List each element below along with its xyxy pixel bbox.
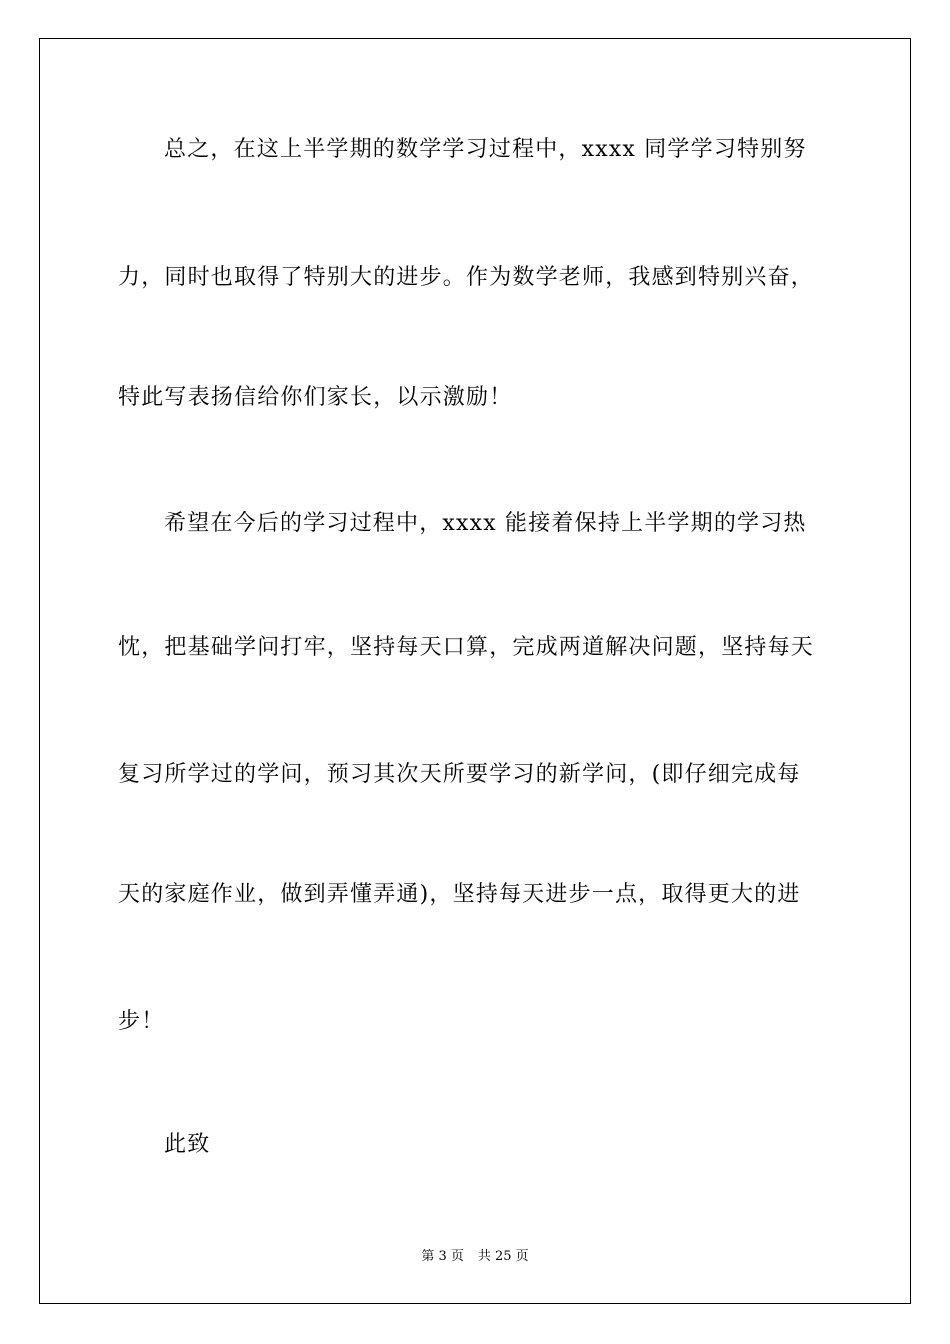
closing-salutation: 此致 xyxy=(164,1132,211,1157)
page-border xyxy=(39,38,911,1304)
paragraph-1-line-3: 特此写表扬信给你们家长，以示激励！ xyxy=(118,385,513,410)
paragraph-2-line-5: 步！ xyxy=(118,1009,165,1034)
page-number: 第 3 页 xyxy=(421,1249,464,1264)
paragraph-1-line-2: 力，同时也取得了特别大的进步。作为数学老师，我感到特别兴奋， xyxy=(118,265,815,290)
paragraph-2-line-2: 忱，把基础学问打牢，坚持每天口算，完成两道解决问题，坚持每天 xyxy=(118,635,815,660)
paragraph-2-line-4: 天的家庭作业，做到弄懂弄通)，坚持每天进步一点，取得更大的进 xyxy=(118,882,801,907)
paragraph-2-line-3: 复习所学过的学问，预习其次天所要学习的新学问，(即仔细完成每 xyxy=(118,762,801,787)
page-total: 共 25 页 xyxy=(477,1249,529,1264)
page-footer xyxy=(0,1248,950,1266)
paragraph-1-line-1: 总之，在这上半学期的数学学习过程中，xxxx 同学学习特别努 xyxy=(164,137,807,162)
paragraph-2-line-1: 希望在今后的学习过程中，xxxx 能接着保持上半学期的学习热 xyxy=(164,511,807,536)
